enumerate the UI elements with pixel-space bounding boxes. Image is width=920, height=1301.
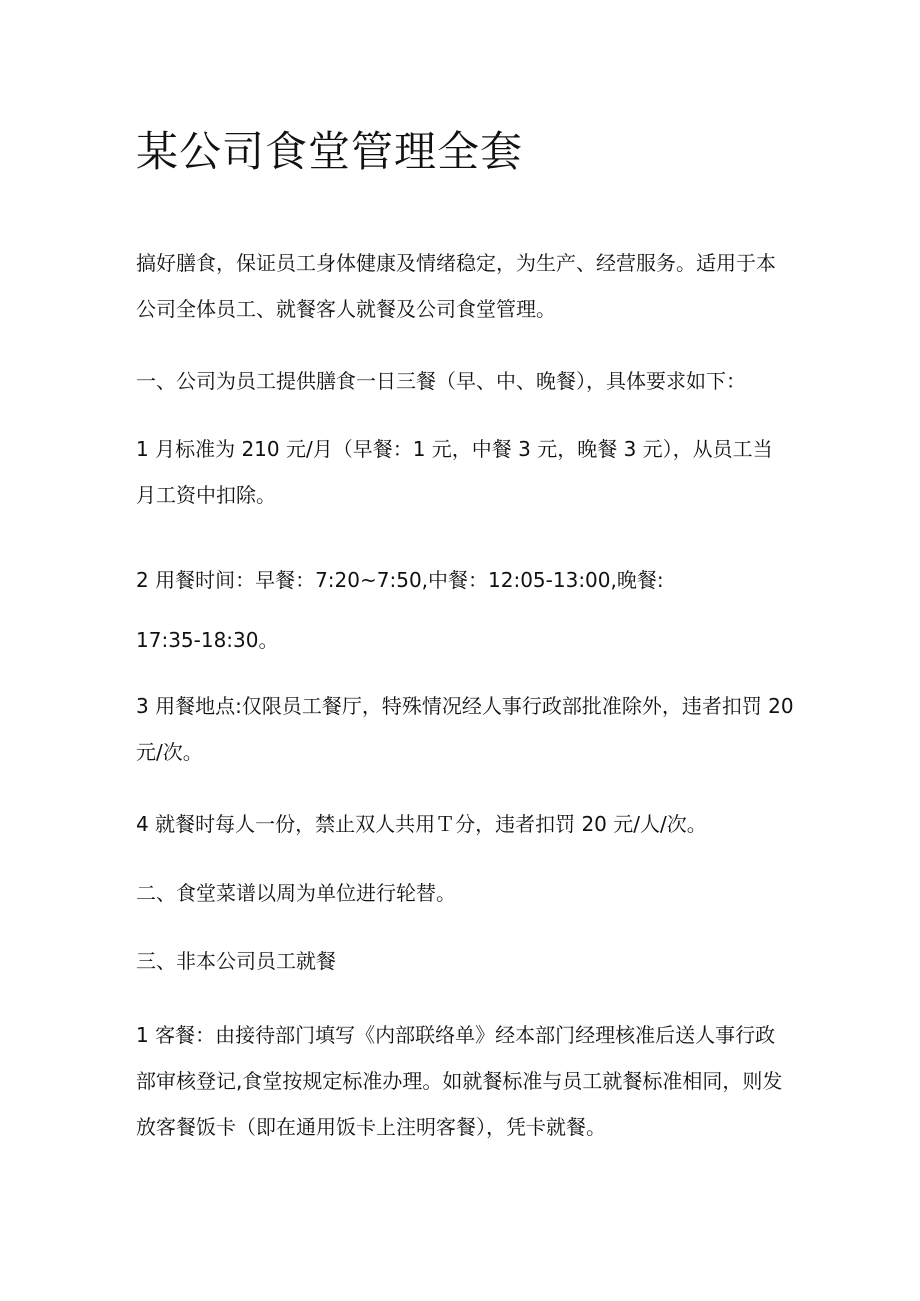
paragraph-line: 放客餐饭卡（即在通用饭卡上注明客餐），凭卡就餐。 <box>136 1115 606 1139</box>
rule-4-one-portion <box>136 801 796 847</box>
section-one-heading <box>136 358 796 404</box>
paragraph-line: 三、非本公司员工就餐 <box>136 949 336 973</box>
section-two-heading <box>136 870 796 916</box>
rule-guest-meal <box>136 1012 796 1150</box>
section-three-heading <box>136 938 796 984</box>
intro-paragraph <box>136 240 796 332</box>
paragraph-line: 元/次。 <box>136 740 203 764</box>
paragraph-line: 月工资中扣除。 <box>136 483 276 507</box>
rule-1-meal-standard <box>136 426 796 518</box>
paragraph-line: 4 就餐时每人一份，禁止双人共用Ｔ分，违者扣罚 20 元/人/次。 <box>136 812 707 836</box>
paragraph-line: 1 客餐：由接待部门填写《内部联络单》经本部门经理核准后送人事行政 <box>136 1023 776 1047</box>
document-title: 某公司食堂管理全套 <box>136 127 524 176</box>
paragraph-line: 17:35-18:30。 <box>136 628 279 652</box>
rule-2-meal-times-continued <box>136 617 796 663</box>
paragraph-line: 搞好膳食，保证员工身体健康及情绪稳定，为生产、经营服务。适用于本 <box>136 251 776 275</box>
paragraph-line: 3 用餐地点:仅限员工餐厅，特殊情况经人事行政部批准除外，违者扣罚 20 <box>136 694 794 718</box>
paragraph-line: 1 月标准为 210 元/月（早餐：1 元，中餐 3 元，晚餐 3 元），从员工当 <box>136 437 773 461</box>
paragraph-line: 公司全体员工、就餐客人就餐及公司食堂管理。 <box>136 297 556 321</box>
paragraph-line: 部审核登记,食堂按规定标准办理。如就餐标准与员工就餐标准相同，则发 <box>136 1069 783 1093</box>
paragraph-line: 二、食堂菜谱以周为单位进行轮替。 <box>136 881 456 905</box>
paragraph-line: 一、公司为员工提供膳食一日三餐（早、中、晚餐），具体要求如下： <box>136 369 746 393</box>
rule-2-meal-times <box>136 557 796 603</box>
paragraph-line: 2 用餐时间：早餐：7:20~7:50,中餐：12:05-13:00,晚餐: <box>136 568 664 592</box>
rule-3-dining-location <box>136 683 796 775</box>
